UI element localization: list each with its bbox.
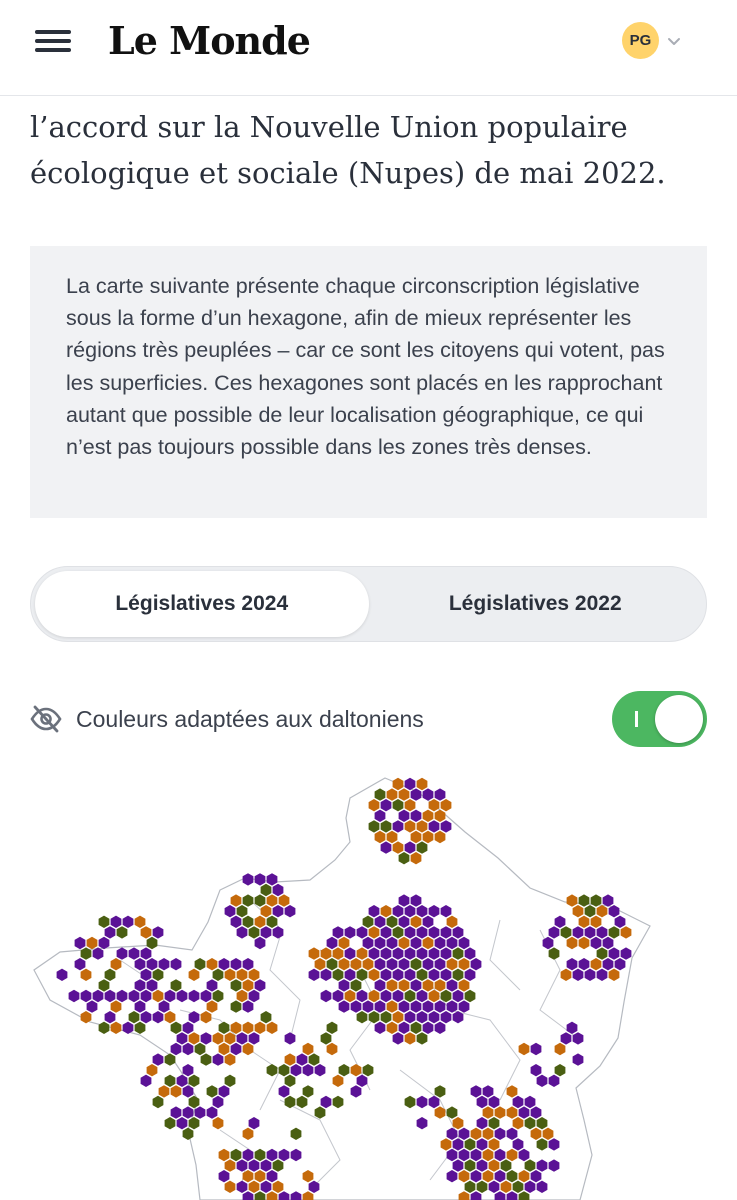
colorblind-option: [30, 690, 707, 748]
constituency-hexagon[interactable]: [177, 1117, 188, 1129]
colorblind-label: Couleurs adaptées aux daltoniens: [76, 705, 424, 732]
constituency-hexagon[interactable]: [441, 799, 452, 811]
election-year-tabs: [30, 566, 707, 642]
tab-legislatives-2022[interactable]: Législatives 2022: [448, 592, 622, 615]
le-monde-logo[interactable]: Le Monde: [108, 18, 310, 63]
hamburger-menu-icon[interactable]: [35, 30, 71, 54]
constituency-hexagon[interactable]: [123, 916, 134, 928]
colorblind-toggle[interactable]: [612, 691, 707, 747]
tab-legislatives-2024[interactable]: Législatives 2024: [35, 571, 369, 637]
constituency-hexagon[interactable]: [417, 778, 428, 790]
article-line: écologique et sociale (Nupes) de mai 2022.: [30, 156, 666, 190]
constituency-hexagon[interactable]: [141, 926, 152, 938]
constituency-hexagon[interactable]: [153, 1096, 164, 1108]
constituency-hexagon[interactable]: [171, 1085, 182, 1097]
map-explanation-text: La carte suivante présente chaque circonscription législative sous la forme d’un hexagone, afin de mieux représenter les régions très peuplées – car ce sont les citoyens qui votent, pas les superficies. Ces hexagones sont placés en les rapprochant autant que possible de leur localisation géographique, ce qui n’est pas toujours possible dans les zones très denses.: [66, 274, 665, 460]
constituency-hexagon[interactable]: [75, 937, 86, 949]
constituency-hexagon[interactable]: [435, 788, 446, 800]
constituency-hexagon[interactable]: [105, 926, 116, 938]
constituency-hexagon[interactable]: [87, 937, 98, 949]
constituency-hexagon[interactable]: [165, 1117, 176, 1129]
constituency-hexagon[interactable]: [159, 1085, 170, 1097]
constituency-hexagon[interactable]: [111, 916, 122, 928]
hexagon-constituency-map: [20, 770, 720, 1200]
constituency-hexagon[interactable]: [141, 1075, 152, 1087]
chevron-down-icon[interactable]: [667, 34, 681, 48]
constituency-hexagon[interactable]: [135, 916, 146, 928]
eye-slash-icon: [30, 705, 62, 733]
constituency-hexagon[interactable]: [153, 926, 164, 938]
constituency-hexagon[interactable]: [153, 1053, 164, 1065]
constituency-hexagon[interactable]: [147, 1064, 158, 1076]
map-explanation-box: [30, 246, 707, 518]
site-header: [0, 0, 737, 96]
constituency-hexagon[interactable]: [165, 1075, 176, 1087]
constituency-hexagon[interactable]: [117, 926, 128, 938]
constituency-hexagon[interactable]: [99, 916, 110, 928]
constituency-hexagon[interactable]: [171, 1106, 182, 1118]
article-line: l’accord sur la Nouvelle Union populaire: [30, 110, 628, 144]
article-paragraph: [30, 104, 710, 196]
avatar[interactable]: PG: [622, 22, 659, 59]
user-menu[interactable]: [622, 22, 681, 59]
